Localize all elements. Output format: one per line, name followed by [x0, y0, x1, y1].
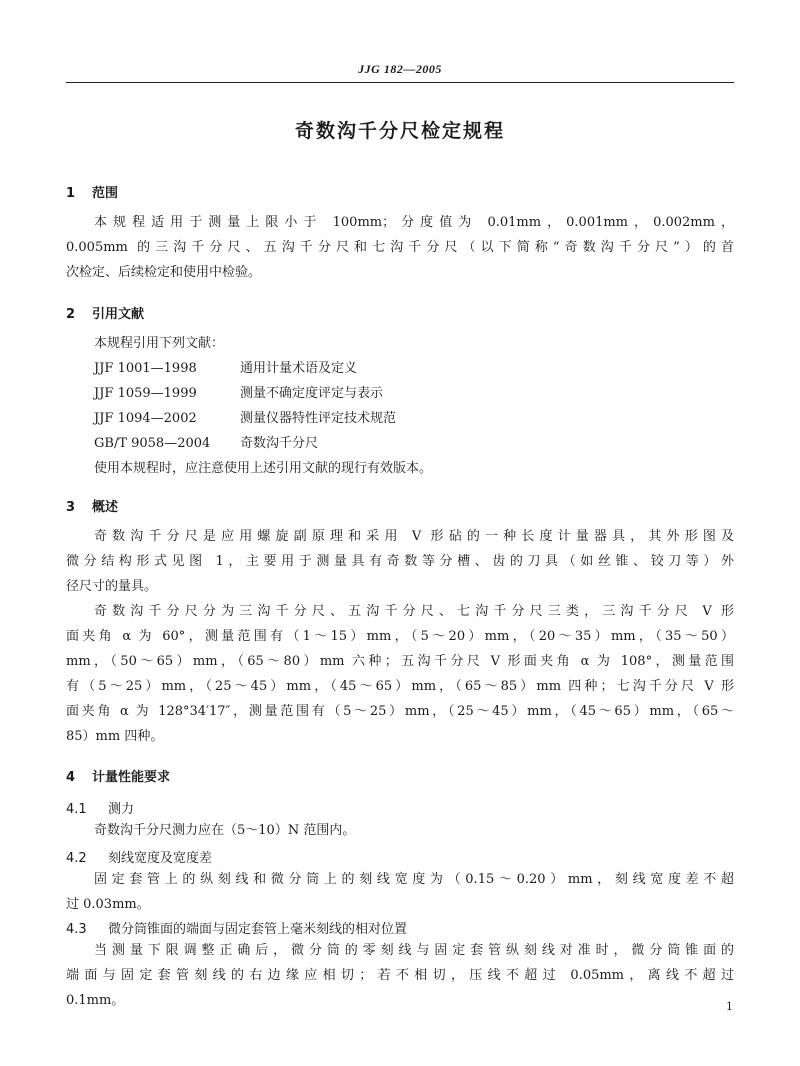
- section-3-number: 3: [66, 500, 76, 515]
- section-4-heading: [66, 766, 170, 785]
- reference-name: 奇数沟千分尺: [240, 436, 319, 451]
- section-4-number: 4: [66, 770, 76, 785]
- header-rule: [66, 82, 734, 83]
- subsection-4-2-heading: [66, 847, 212, 866]
- page-number: 1: [726, 1000, 733, 1013]
- subsection-4-3-line-2: 端面与固定套管刻线的右边缘应相切；若不相切，压线不超过 0.05mm，离线不超过: [66, 968, 734, 983]
- section-1-line-1: 本规程适用于测量上限小于 100mm；分度值为 0.01mm，0.001mm，0.002mm，: [94, 215, 734, 230]
- subsection-4-1-number: 4.1: [66, 802, 87, 817]
- subsection-4-2-line-2: 过 0.03mm。: [66, 897, 150, 912]
- subsection-4-3-line-3: 0.1mm。: [66, 993, 125, 1008]
- section-3-p1-line-1: 奇数沟千分尺是应用螺旋副原理和采用 V 形砧的一种长度计量器具，其外形图及: [94, 529, 734, 544]
- section-3-p2-line-5: 面夹角 α 为 128°34′17″，测量范围有（5～25）mm，（25～45）mm，（45～65）mm，（65～: [66, 704, 734, 719]
- section-1-line-2: 0.005mm 的三沟千分尺、五沟千分尺和七沟千分尺（以下简称“奇数沟千分尺”）的首: [66, 240, 734, 255]
- document-title: 奇数沟千分尺检定规程: [294, 120, 505, 142]
- subsection-4-1-heading: [66, 798, 134, 817]
- section-2-note: 使用本规程时，应注意使用上述引用文献的现行有效版本。: [94, 461, 433, 476]
- section-3-title: 概述: [92, 500, 119, 515]
- section-3-heading: [66, 496, 118, 515]
- section-1-heading: [66, 182, 118, 201]
- section-3-p1-line-2: 微分结构形式见图 1，主要用于测量具有奇数等分槽、齿的刀具（如丝锥、铰刀等）外: [66, 554, 734, 569]
- subsection-4-1-text: 奇数沟千分尺测力应在（5～10）N 范围内。: [94, 823, 356, 838]
- subsection-4-3-line-1: 当测量下限调整正确后，微分筒的零刻线与固定套管纵刻线对准时，微分筒锥面的: [94, 943, 734, 958]
- section-1-line-3: 次检定、后续检定和使用中检验。: [66, 265, 262, 280]
- reference-item: [94, 385, 383, 403]
- section-3-p2-line-6: 85）mm 四种。: [66, 729, 164, 744]
- section-2-heading: [66, 303, 144, 322]
- section-1-title: 范围: [92, 186, 119, 201]
- subsection-4-3-heading: [66, 918, 407, 937]
- section-3-p2-line-2: 面夹角 α 为 60°，测量范围有（1～15）mm，（5～20）mm，（20～35）mm，（35～50）: [66, 629, 734, 644]
- reference-name: 通用计量术语及定义: [240, 361, 358, 376]
- subsection-4-3-title: 微分筒锥面的端面与固定套管上毫米刻线的相对位置: [108, 922, 408, 937]
- section-2-intro: 本规程引用下列文献：: [94, 336, 225, 351]
- section-3-p2-line-3: mm，（50～65）mm，（65～80）mm 六种；五沟千分尺 V 形面夹角 α 为 108°，测量范围: [66, 654, 734, 669]
- reference-item: [94, 410, 396, 428]
- subsection-4-2-number: 4.2: [66, 851, 87, 866]
- section-2-title: 引用文献: [92, 307, 145, 322]
- reference-name: 测量不确定度评定与表示: [240, 386, 384, 401]
- section-3-p2-line-1: 奇数沟千分尺分为三沟千分尺、五沟千分尺、七沟千分尺三类，三沟千分尺 V 形: [94, 604, 734, 619]
- reference-item: [94, 435, 318, 453]
- reference-code: GB/T 9058—2004: [94, 436, 211, 451]
- section-3-p2-line-4: 有（5～25）mm，（25～45）mm，（45～65）mm，（65～85）mm 四种；七沟千分尺 V 形: [66, 679, 734, 694]
- subsection-4-3-number: 4.3: [66, 922, 87, 937]
- reference-code: JJF 1094—2002: [94, 411, 197, 426]
- section-1-number: 1: [66, 186, 76, 201]
- section-4-title: 计量性能要求: [92, 770, 171, 785]
- subsection-4-2-line-1: 固定套管上的纵刻线和微分筒上的刻线宽度为（0.15～0.20）mm，刻线宽度差不超: [94, 872, 734, 887]
- reference-name: 测量仪器特性评定技术规范: [240, 411, 397, 426]
- reference-code: JJF 1059—1999: [94, 386, 197, 401]
- section-3-p1-line-3: 径尺寸的量具。: [66, 579, 158, 594]
- subsection-4-1-title: 测力: [108, 802, 135, 817]
- reference-item: [94, 360, 357, 378]
- subsection-4-2-title: 刻线宽度及宽度差: [108, 851, 213, 866]
- standard-number: JJG 182—2005: [358, 62, 442, 76]
- reference-code: JJF 1001—1998: [94, 361, 197, 376]
- section-2-number: 2: [66, 307, 76, 322]
